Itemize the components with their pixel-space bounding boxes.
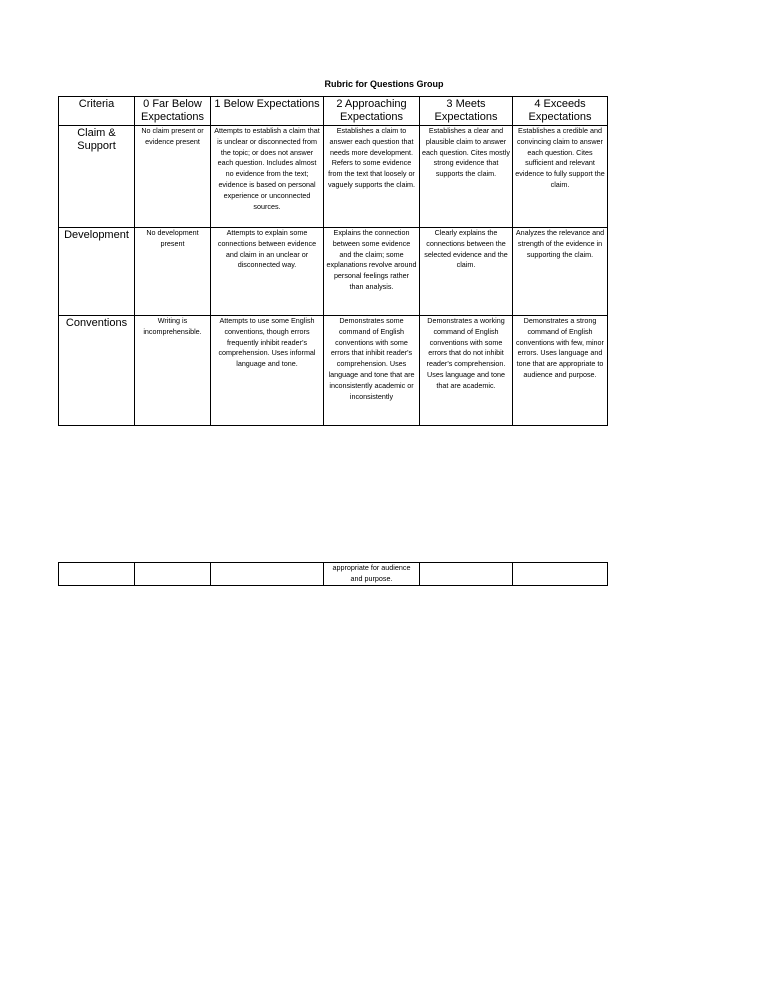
table-cell (211, 563, 324, 586)
table-cell (420, 563, 513, 586)
criterion-cell: Claim & Support (59, 126, 135, 228)
table-row (59, 563, 608, 586)
criterion-cell: Conventions (59, 316, 135, 426)
table-cell: Clearly explains the connections between the selected evidence and the claim. (420, 228, 513, 316)
continuation-table (58, 562, 608, 586)
table-cell: Writing is incomprehensible. (135, 316, 211, 426)
table-cell: Establishes a claim to answer each question that needs more development. Refers to some evidence from the text that loosely or vaguely supports the claim. (324, 126, 420, 228)
table-cell: appropriate for audience and purpose. (324, 563, 420, 586)
header-cell: 4 Exceeds Expectations (513, 97, 608, 126)
rubric-table (58, 96, 608, 426)
header-cell: 0 Far Below Expectations (135, 97, 211, 126)
table-cell: Establishes a credible and convincing claim to answer each question. Cites sufficient and relevant evidence to fully support the claim. (513, 126, 608, 228)
header-row (59, 97, 608, 126)
table-row (59, 228, 608, 316)
criterion-cell: Development (59, 228, 135, 316)
table-cell (513, 563, 608, 586)
header-cell: 2 Approaching Expectations (324, 97, 420, 126)
table-cell: No development present (135, 228, 211, 316)
table-cell: Explains the connection between some evidence and the claim; some explanations revolve around personal feelings rather than analysis. (324, 228, 420, 316)
header-cell: 3 Meets Expectations (420, 97, 513, 126)
table-cell: Demonstrates a working command of English conventions with some errors that do not inhibit reader's comprehension. Uses language and tone that are academic. (420, 316, 513, 426)
table-cell: Attempts to use some English conventions, though errors frequently inhibit reader's comprehension. Uses informal language and tone. (211, 316, 324, 426)
header-cell: 1 Below Expectations (211, 97, 324, 126)
table-cell (135, 563, 211, 586)
table-cell: Demonstrates some command of English conventions with some errors that inhibit reader's comprehension. Uses language and tone that are inconsistently academic or inconsistently (324, 316, 420, 426)
table-cell: Establishes a clear and plausible claim to answer each question. Cites mostly strong evidence that supports the claim. (420, 126, 513, 228)
page-title: Rubric for Questions Group (324, 79, 444, 89)
table-cell: Analyzes the relevance and strength of the evidence in supporting the claim. (513, 228, 608, 316)
table-cell: Attempts to establish a claim that is unclear or disconnected from the topic; or does not answer each question. Includes almost no evidence from the text; evidence is based on personal experience or unconnected sources. (211, 126, 324, 228)
header-cell: Criteria (59, 97, 135, 126)
table-cell: Demonstrates a strong command of English conventions with few, minor errors. Uses language and tone that are appropriate to audience and purpose. (513, 316, 608, 426)
table-cell: No claim present or evidence present (135, 126, 211, 228)
table-cell (59, 563, 135, 586)
table-cell: Attempts to explain some connections between evidence and claim in an unclear or disconnected way. (211, 228, 324, 316)
table-row (59, 316, 608, 426)
table-row (59, 126, 608, 228)
